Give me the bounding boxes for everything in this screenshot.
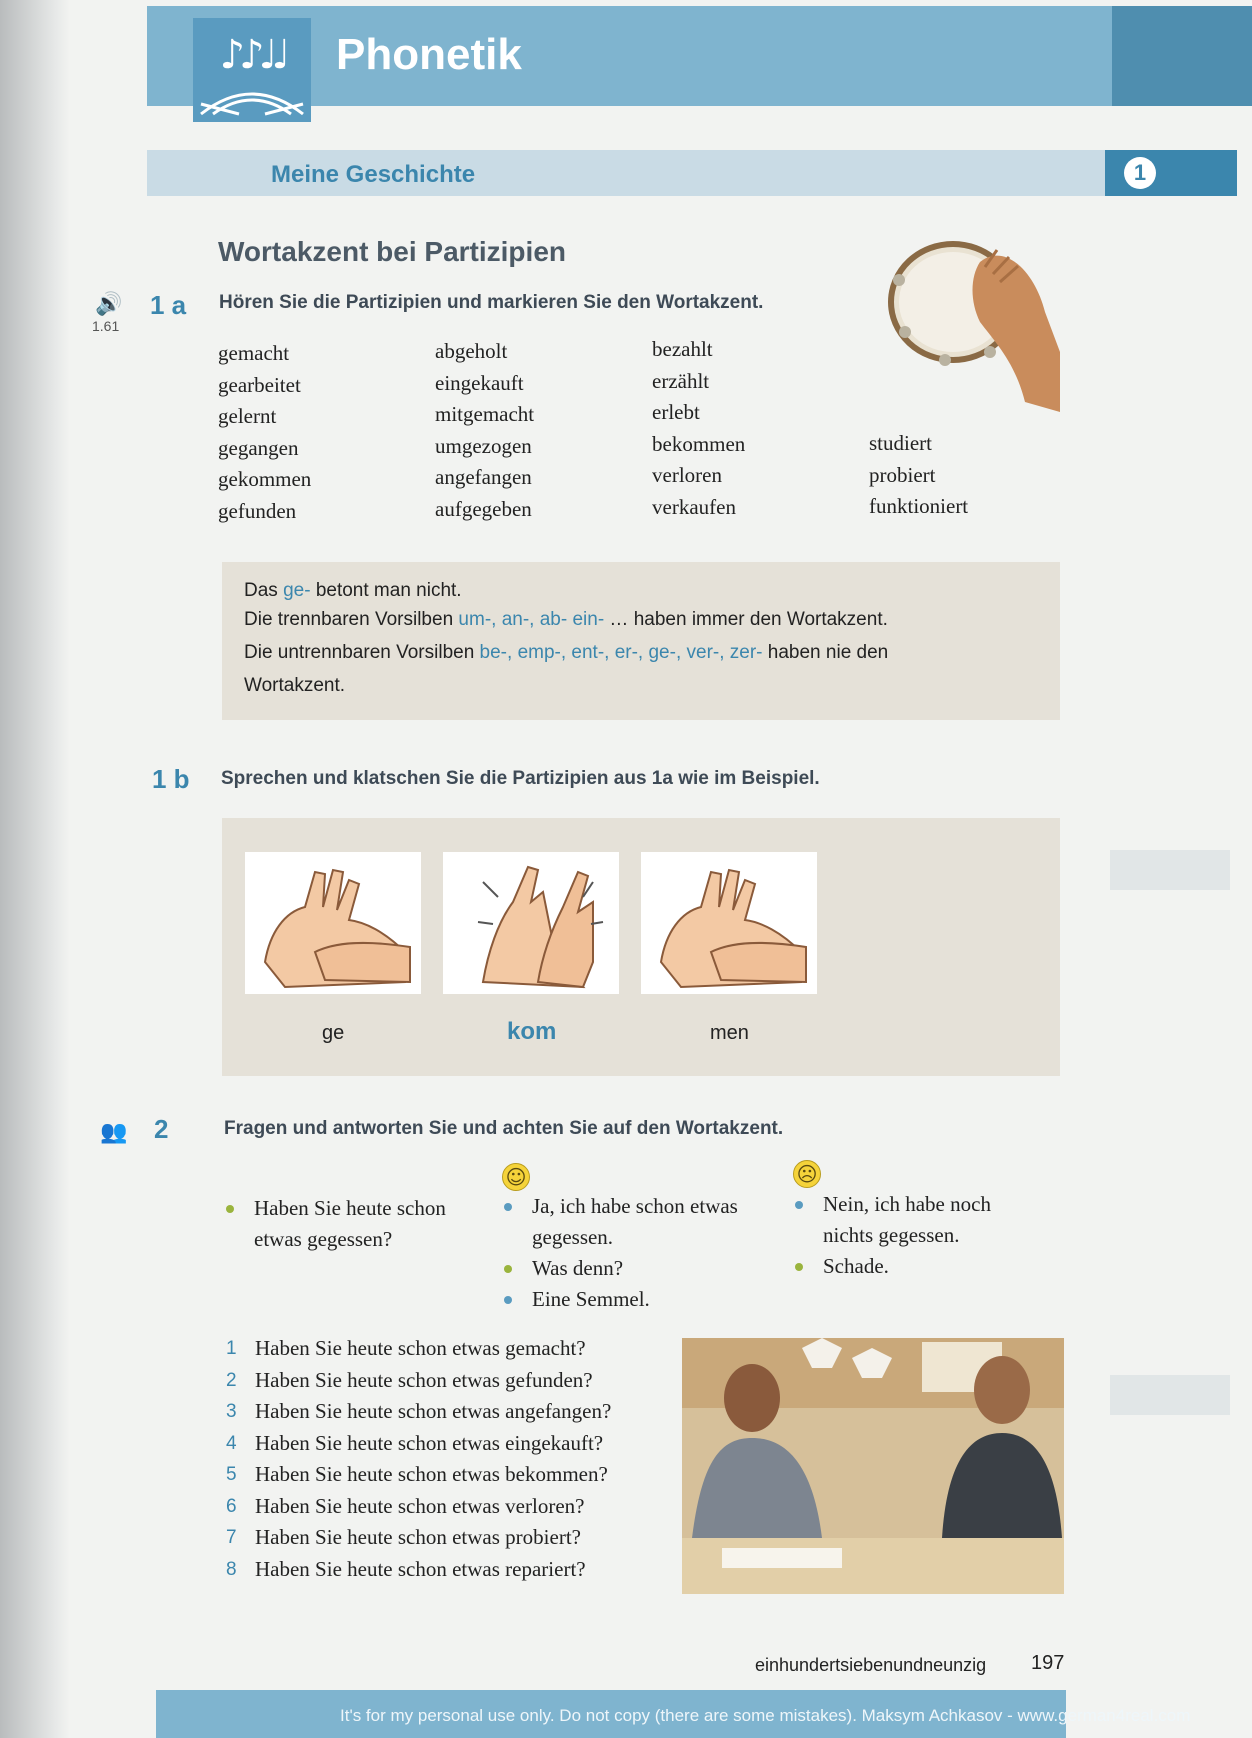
syllable-1: ge <box>322 1022 345 1044</box>
dialog-line <box>791 1251 991 1282</box>
question-text: Haben Sie heute schon etwas gefunden? <box>255 1367 593 1392</box>
dialog-line <box>500 1222 738 1253</box>
word-column-3 <box>652 334 745 524</box>
exercise-number-2: 2 <box>154 1114 169 1144</box>
word-item: gefunden <box>218 498 297 523</box>
word-item: verloren <box>652 463 722 488</box>
question-text: Haben Sie heute schon etwas bekommen? <box>255 1462 608 1486</box>
question-number: 8 <box>226 1558 237 1580</box>
word-item: bekommen <box>652 431 746 456</box>
dialog-line <box>500 1253 738 1284</box>
bleed-through <box>1110 850 1230 890</box>
word-item: erzählt <box>652 368 710 393</box>
rule-text: Das <box>244 580 284 601</box>
hands-resting-icon <box>245 852 421 994</box>
audio-track-number: 1.61 <box>92 318 120 334</box>
bullet-blue <box>504 1296 512 1304</box>
word-item: gemacht <box>218 341 290 365</box>
pair-work-icon: 👥 <box>100 1120 128 1145</box>
syllable-2-stressed: kom <box>507 1018 557 1045</box>
word-item: eingekauft <box>435 370 524 395</box>
question-text: Haben Sie heute schon etwas eingekauft? <box>255 1430 604 1455</box>
exercise-instruction-2: Fragen und antworten Sie und achten Sie auf den Wortakzent. <box>224 1118 784 1139</box>
dialog-question <box>222 1193 446 1255</box>
rule-text: betont man nicht. <box>310 580 462 601</box>
bullet-blue <box>795 1201 803 1209</box>
word-item: gelernt <box>218 404 277 429</box>
exercise-instruction-1b: Sprechen und klatschen Sie die Partizipien aus 1a wie im Beispiel. <box>221 768 820 789</box>
word-item: verkaufen <box>652 494 736 519</box>
chapter-number-badge: 1 <box>1124 157 1156 189</box>
exercise-instruction-1a: Hören Sie die Partizipien und markieren Sie den Wortakzent. <box>219 292 764 313</box>
bullet-blue <box>504 1203 512 1211</box>
dialog-text: etwas gegessen? <box>254 1227 393 1251</box>
dialog-line <box>500 1191 738 1222</box>
word-item: funktioniert <box>869 494 969 519</box>
dialog-text: Was denn? <box>532 1256 624 1280</box>
music-notes-icon: ♪♪♩♩ <box>219 32 285 78</box>
word-item: erlebt <box>652 400 700 425</box>
question-text: Haben Sie heute schon etwas verloren? <box>255 1493 585 1518</box>
question-text: Haben Sie heute schon etwas repariert? <box>255 1556 586 1581</box>
word-item: bezahlt <box>652 337 713 361</box>
word-item: gegangen <box>218 435 299 460</box>
rule-text: Die trennbaren Vorsilben <box>244 609 459 630</box>
dialog-line <box>222 1193 446 1224</box>
rule-line-4: Wortakzent. <box>244 675 346 696</box>
question-text: Haben Sie heute schon etwas probiert? <box>255 1525 581 1549</box>
question-number: 4 <box>226 1432 237 1454</box>
phonetik-logo-icon <box>193 18 311 122</box>
dialog-line <box>222 1224 446 1255</box>
rule-highlight: ge- <box>283 580 311 601</box>
exercise-number-1a: 1 a <box>150 290 187 320</box>
word-item: studiert <box>869 431 932 455</box>
sound-waves-icon <box>199 82 305 116</box>
word-item: gearbeitet <box>218 372 301 397</box>
hands-clapping-icon <box>443 852 619 994</box>
rule-line-2 <box>244 609 888 631</box>
happy-face-icon: ☺ <box>502 1163 530 1191</box>
word-item: probiert <box>869 462 936 487</box>
bullet-green <box>795 1263 803 1271</box>
page-number-words: einhundertsiebenundneunzig <box>755 1655 987 1675</box>
bullet-green <box>504 1265 512 1273</box>
classroom-photo <box>682 1338 1064 1594</box>
watermark-text: It's for my personal use only. Do not copy (there are some mistakes). Maksym Achkasov - www.german4real.com <box>340 1706 1191 1725</box>
rule-highlight: be-, emp-, ent-, er-, ge-, ver-, zer- <box>479 642 763 663</box>
bleed-through <box>1110 1375 1230 1415</box>
word-item: gekommen <box>218 467 312 492</box>
speaker-icon[interactable]: 🔊 <box>95 292 123 317</box>
section-title: Wortakzent bei Partizipien <box>218 236 566 267</box>
hands-resting-icon <box>641 852 817 994</box>
word-item: mitgemacht <box>435 402 535 427</box>
dialog-positive <box>500 1191 738 1315</box>
page-title: Phonetik <box>336 30 522 79</box>
dialog-text: Schade. <box>823 1254 889 1278</box>
page-number: 197 <box>1031 1652 1065 1674</box>
rule-line-3 <box>244 642 888 664</box>
question-number: 3 <box>226 1401 237 1422</box>
word-column-2 <box>435 336 534 526</box>
word-column-4 <box>869 428 968 523</box>
rule-highlight: um-, an-, ab- ein- <box>458 609 605 630</box>
word-column-1 <box>218 338 311 528</box>
rule-line-1 <box>244 580 462 602</box>
word-item: umgezogen <box>435 433 532 458</box>
rule-text: Die untrennbaren Vorsilben <box>244 642 480 663</box>
chapter-title: Meine Geschichte <box>271 161 476 188</box>
word-item: angefangen <box>435 465 532 490</box>
page-binding-shadow <box>0 0 70 1738</box>
tambourine-illustration <box>885 232 1060 412</box>
syllable-3: men <box>710 1022 749 1044</box>
header-band-dark-end <box>1112 6 1252 106</box>
word-item: aufgegeben <box>435 496 532 521</box>
exercise-number-1b: 1 b <box>152 764 190 794</box>
question-number: 1 <box>226 1338 237 1359</box>
dialog-text: Ja, ich habe schon etwas <box>532 1194 738 1218</box>
dialog-text: Haben Sie heute schon <box>254 1196 446 1220</box>
dialog-line <box>791 1189 991 1220</box>
rule-text: … haben immer den Wortakzent. <box>604 609 888 630</box>
dialog-text: Eine Semmel. <box>532 1287 650 1311</box>
dialog-text: gegessen. <box>532 1225 614 1249</box>
question-number: 7 <box>226 1527 237 1548</box>
header-band <box>147 6 1252 106</box>
bullet-green <box>226 1205 234 1213</box>
word-item: abgeholt <box>435 339 508 363</box>
question-text: Haben Sie heute schon etwas gemacht? <box>255 1336 586 1360</box>
dialog-text: nichts gegessen. <box>823 1223 960 1247</box>
dialog-negative <box>791 1189 991 1282</box>
rule-text: haben nie den <box>762 642 889 663</box>
sad-face-icon: ☹ <box>793 1160 821 1188</box>
question-number: 5 <box>226 1464 237 1485</box>
dialog-text: Nein, ich habe noch <box>823 1192 991 1216</box>
question-number: 6 <box>226 1495 237 1517</box>
question-number: 2 <box>226 1369 237 1391</box>
question-text: Haben Sie heute schon etwas angefangen? <box>255 1399 612 1423</box>
dialog-line <box>791 1220 991 1251</box>
dialog-line <box>500 1284 738 1315</box>
